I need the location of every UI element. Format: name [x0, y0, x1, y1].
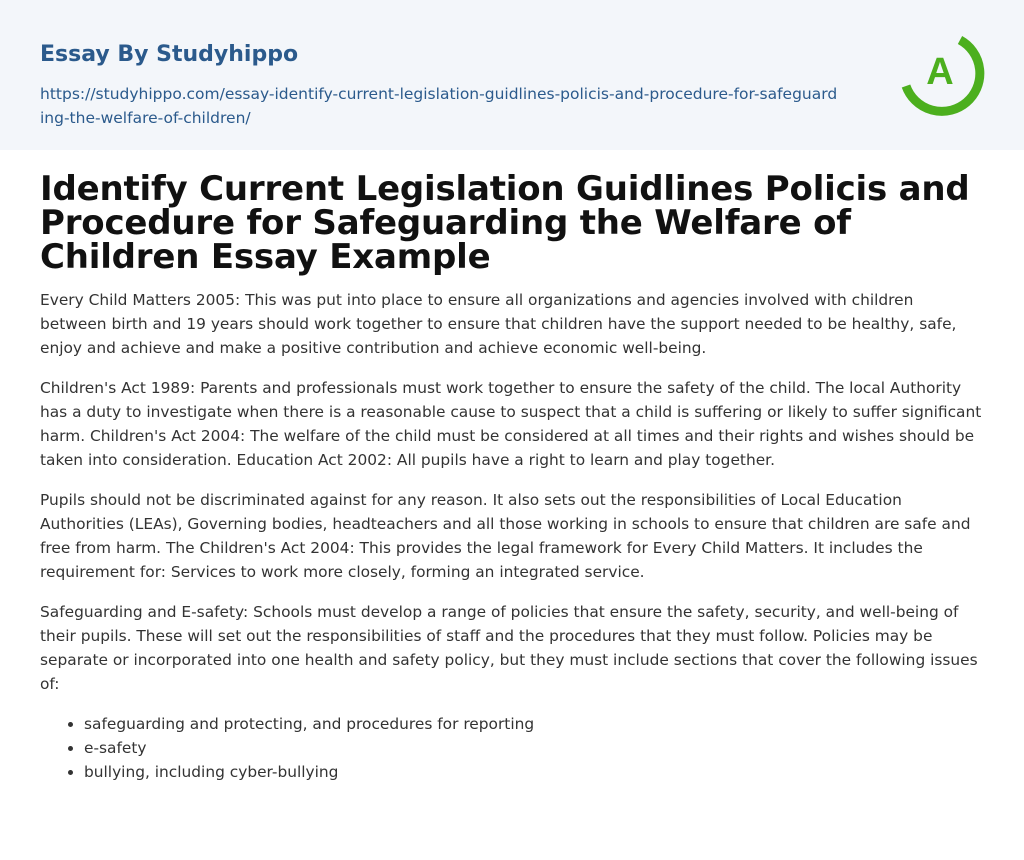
site-header	[0, 0, 1024, 150]
logo-letter: A	[926, 51, 954, 93]
site-brand[interactable]: Essay By Studyhippo	[40, 42, 299, 67]
paragraph-every-child-matters: Every Child Matters 2005: This was put into place to ensure all organizations and agencies involved with children between birth and 19 years should work together to ensure that children have the support needed to be healthy, safe, enjoy and achieve and make a positive contribution and achieve economic well-being.	[40, 291, 957, 357]
article-title: Identify Current Legislation Guidlines Policis and Procedure for Safeguarding the Welfare of Children Essay Example	[40, 169, 970, 277]
paragraph-safeguarding-esafety: Safeguarding and E-safety: Schools must develop a range of policies that ensure the safety, security, and well-being of their pupils. These will set out the responsibilities of staff and the procedures that they must follow. Policies may be separate or incorporated into one health and safety policy, but they must include sections that cover the following issues of:	[40, 603, 978, 693]
source-url-link[interactable]: https://studyhippo.com/essay-identify-current-legislation-guidlines-policis-and-procedure-for-safeguarding-the-welfare-of-children/	[40, 85, 838, 127]
list-item: • e-safety	[84, 736, 984, 760]
paragraph-childrens-act: Children's Act 1989: Parents and professionals must work together to ensure the safety of the child. The local Authority has a duty to investigate when there is a reasonable cause to suspect that a child is suffering or likely to suffer significant harm. Children's Act 2004: The welfare of the child must be considered at all times and their rights and wishes should be taken into consideration. Education Act 2002: All pupils have a right to learn and play together.	[40, 379, 982, 469]
list-item: • safeguarding and protecting, and procedures for reporting	[84, 712, 984, 736]
list-item: • bullying, including cyber-bullying	[84, 760, 984, 784]
studyhippo-logo-icon[interactable]	[898, 28, 986, 116]
article	[0, 169, 1024, 784]
issues-list	[40, 712, 984, 784]
paragraph-pupils-discrimination: Pupils should not be discriminated against for any reason. It also sets out the responsibilities of Local Education Authorities (LEAs), Governing bodies, headteachers and all those working in schools to ensure that children are safe and free from harm. The Children's Act 2004: This provides the legal framework for Every Child Matters. It includes the requirement for: Services to work more closely, forming an integrated service.	[40, 491, 971, 581]
